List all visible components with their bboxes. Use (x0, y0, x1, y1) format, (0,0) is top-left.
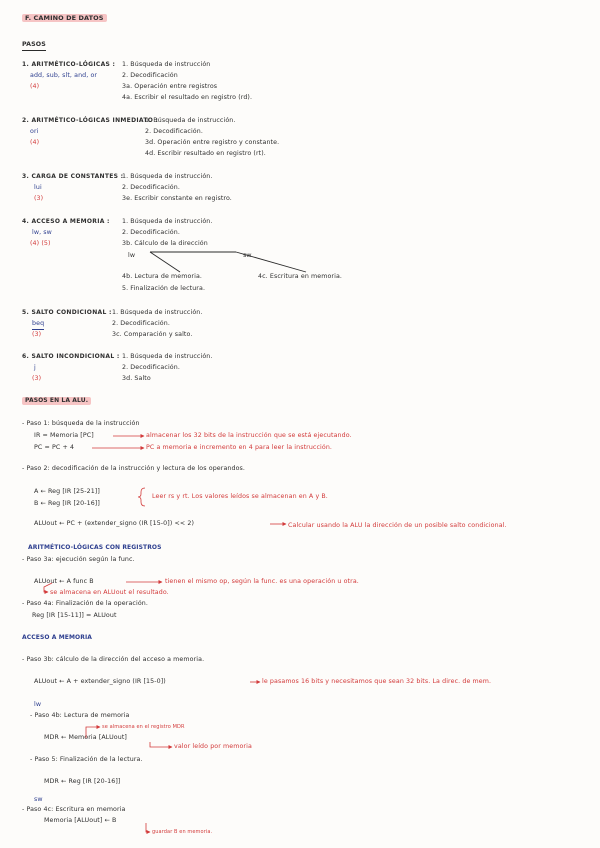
group-label: 5. SALTO CONDICIONAL : (22, 309, 112, 316)
group-instr: j (34, 364, 36, 371)
group-instr: beq (32, 320, 44, 330)
paso2-title: - Paso 2: decodificación de la instrucción y lectura de los operandos. (22, 465, 246, 472)
step: 3e. Escribir constante en registro. (122, 195, 232, 202)
step: 3d. Operación entre registro y constante. (145, 139, 280, 146)
paso3b-line: ALUout ← A + extender_signo (IR [15-0]) (34, 678, 166, 685)
group-instr: add, sub, slt, and, or (30, 72, 98, 79)
step-4b: 4b. Lectura de memoria. (122, 273, 203, 280)
paso3a-line: ALUout ← A func B (34, 578, 94, 585)
step-5: 5. Finalización de lectura. (122, 285, 206, 292)
paso3b-title: - Paso 3b: cálculo de la dirección del acceso a memoria. (22, 656, 205, 663)
group-label: 2. ARITMÉTICO-LÓGICAS INMEDIATO : (22, 117, 159, 124)
paso3a-title: - Paso 3a: ejecución según la func. (22, 556, 135, 563)
group-count: (3) (32, 375, 42, 382)
group-instr: lw, sw (32, 229, 52, 236)
mem-header: ACCESO A MEMORIA (22, 634, 93, 641)
step: 1. Búsqueda de instrucción. (122, 218, 213, 225)
paso1-title: - Paso 1: búsqueda de la instrucción (22, 420, 140, 427)
paso2-ab-note: Leer rs y rt. Los valores leídos se almacenan en A y B. (152, 493, 328, 500)
step: 2. Decodificación. (122, 184, 180, 191)
page-title: F. CAMINO DE DATOS (22, 14, 107, 22)
paso5-line: MDR ← Reg [IR [20-16]] (44, 778, 121, 785)
paso1-ir: IR = Memoria [PC] (34, 432, 94, 439)
group-count: (4) (30, 83, 40, 90)
group-label: 1. ARITMÉTICO-LÓGICAS : (22, 61, 116, 68)
step: 3b. Cálculo de la dirección (122, 240, 208, 247)
lw-label: lw (34, 701, 42, 708)
group-label: 3. CARGA DE CONSTANTES : (22, 173, 124, 180)
paso4a-line: Reg [IR [15-11]] = ALUout (32, 612, 117, 619)
branch-lw-label: lw (128, 252, 136, 259)
step: 2. Decodificación. (145, 128, 203, 135)
arit-header: ARITMÉTICO-LÓGICAS CON REGISTROS (28, 544, 162, 551)
step: 2. Decodificación. (122, 364, 180, 371)
alu-header: PASOS EN LA ALU. (22, 397, 91, 405)
step: 1. Búsqueda de instrucción (122, 61, 211, 68)
brace (138, 488, 145, 506)
paso2-aluout: ALUout ← PC + (extender_signo (IR [15-0]) << 2) (34, 520, 195, 527)
paso2-aluout-note: Calcular usando la ALU la dirección de un posible salto condicional. (288, 522, 507, 529)
group-count: (3) (34, 195, 44, 202)
group-count: (3) (32, 331, 42, 338)
group-label: 4. ACCESO A MEMORIA : (22, 218, 110, 225)
step: 1. Búsqueda de instrucción. (122, 173, 213, 180)
step: 4a. Escribir el resultado en registro (rd). (122, 94, 253, 101)
arrow (146, 823, 150, 832)
group-instr: lui (34, 184, 42, 191)
step: 1. Búsqueda de instrucción. (112, 309, 203, 316)
paso4c-line: Memoria [ALUout] ← B (44, 817, 117, 824)
step: 2. Decodificación. (112, 320, 170, 327)
step: 3a. Operación entre registros (122, 83, 218, 90)
branch-line (150, 252, 180, 272)
paso4b-title: - Paso 4b: Lectura de memoria (30, 712, 130, 719)
step: 3d. Salto (122, 375, 151, 382)
step-4c: 4c. Escritura en memoria. (258, 273, 342, 280)
group-count: (4) (30, 139, 40, 146)
paso2-b: B ← Reg [IR [20-16]] (34, 500, 100, 507)
paso1-ir-note: almacenar los 32 bits de la instrucción que se está ejecutando. (146, 432, 352, 439)
paso3b-note: le pasamos 16 bits y necesitamos que sean 32 bits. La direc. de mem. (262, 678, 492, 685)
group-label: 6. SALTO INCONDICIONAL : (22, 353, 120, 360)
step: 1. Búsqueda de instrucción. (145, 117, 236, 124)
paso4b-note2: valor leído por memoria (174, 743, 252, 750)
paso4c-note: guardar B en memoria. (152, 829, 213, 835)
paso4c-title: - Paso 4c: Escritura en memoria (22, 806, 126, 813)
group-instr: ori (30, 128, 39, 135)
paso1-pc-note: PC a memoria e incremento en 4 para leer la instrucción. (146, 444, 333, 451)
step: 2. Decodificación. (122, 229, 180, 236)
pasos-header: PASOS (22, 41, 46, 51)
paso1-pc: PC = PC + 4 (34, 444, 75, 451)
paso5-title: - Paso 5: Finalización de la lectura. (30, 756, 143, 763)
arrow (150, 742, 172, 747)
step: 1. Búsqueda de instrucción. (122, 353, 213, 360)
sw-label: sw (34, 796, 43, 803)
paso4b-line: MDR ← Memoria [ALUout] (44, 734, 127, 741)
step: 4d. Escribir resultado en registro (rt). (145, 150, 266, 157)
step: 2. Decodificación (122, 72, 178, 79)
paso4b-note1: se almacena en el registro MDR (102, 724, 185, 730)
paso2-a: A ← Reg [IR [25-21]] (34, 488, 100, 495)
paso4a-title: - Paso 4a: Finalización de la operación. (22, 600, 148, 607)
branch-sw-label: sw (243, 252, 252, 259)
group-count: (4) (5) (30, 240, 51, 247)
step: 3c. Comparación y salto. (112, 331, 193, 338)
paso3a-note2: se almacena en ALUout el resultado. (50, 589, 169, 596)
paso3a-note1: tienen el mismo op, según la func. es una operación u otra. (165, 578, 359, 585)
